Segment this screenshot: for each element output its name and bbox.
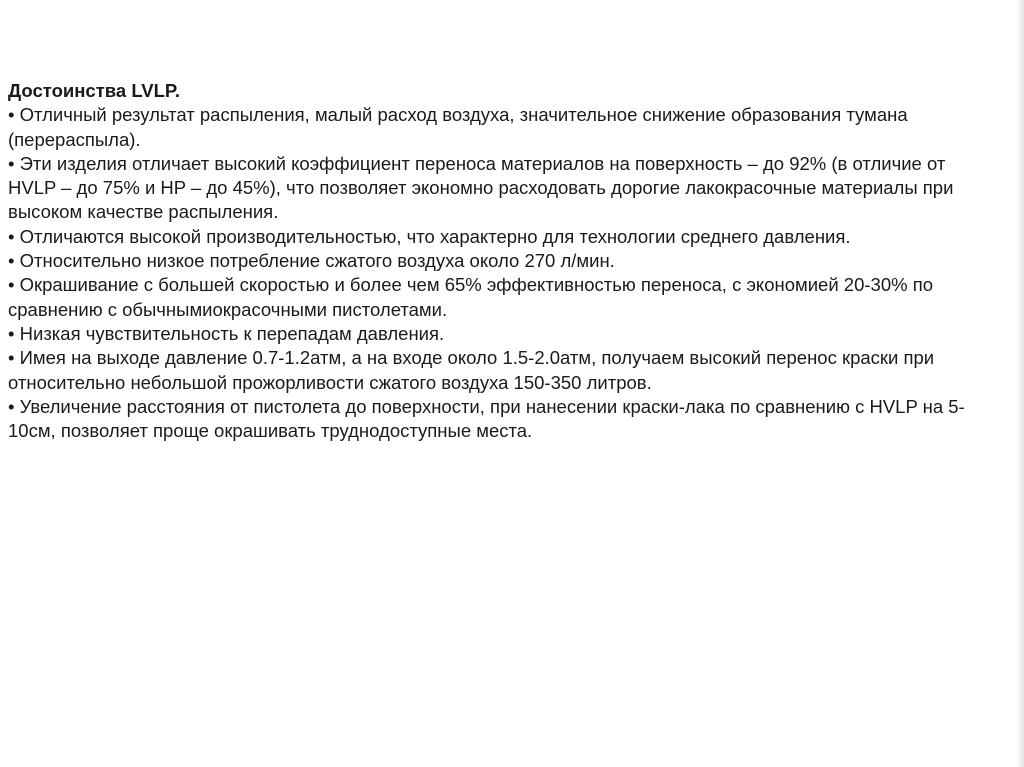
bullet-text: Имея на выходе давление 0.7-1.2атм, а на входе около 1.5-2.0атм, получаем высокий перенос краски при относительно небольшой прожорливости сжатого воздуха 150-350 литров.: [8, 347, 935, 393]
bullet-mark: •: [8, 395, 15, 417]
slide-title: Достоинства LVLP.: [8, 80, 180, 101]
bullet-mark: •: [8, 250, 15, 272]
bullet-item: [8, 225, 983, 249]
slide-content: [8, 79, 983, 443]
bullet-mark: •: [8, 225, 15, 247]
bullet-text: Относительно низкое потребление сжатого воздуха около 270 л/мин.: [19, 250, 615, 272]
bullet-list: [8, 103, 983, 443]
bullet-mark: •: [8, 152, 15, 174]
bullet-text: Низкая чувствительность к перепадам давления.: [19, 322, 445, 344]
bullet-item: [8, 346, 983, 395]
bullet-text: Эти изделия отличает высокий коэффициент переноса материалов на поверхность – до 92% (в отличие от HVLP – до 75% и HP – до 45%), что позволяет экономно расходовать дорогие лакокрасочные материалы при высоком качестве распыления.: [8, 152, 954, 223]
bullet-text: Окрашивание с большей скоростью и более чем 65% эффективностью переноса, с экономией 20-30% по сравнению с обычнымиокрасочными пистолетами.: [8, 274, 934, 320]
bullet-text: Отличаются высокой производительностью, что характерно для технологии среднего давления.: [19, 225, 851, 247]
bullet-item: [8, 395, 983, 444]
bullet-item: [8, 103, 983, 152]
bullet-item: [8, 152, 983, 225]
bullet-mark: •: [8, 104, 15, 126]
bullet-mark: •: [8, 274, 15, 296]
bullet-item: [8, 249, 983, 273]
bullet-text: Отличный результат распыления, малый расход воздуха, значительное снижение образования тумана (перераспыла).: [8, 104, 908, 150]
bullet-mark: •: [8, 322, 15, 344]
bullet-item: [8, 322, 983, 346]
right-edge-shadow: [1016, 0, 1024, 767]
bullet-text: Увеличение расстояния от пистолета до поверхности, при нанесении краски-лака по сравнению с HVLP на 5-10см, позволяет проще окрашивать труднодоступные места.: [8, 395, 965, 442]
bullet-mark: •: [8, 347, 15, 369]
bullet-item: [8, 273, 983, 322]
